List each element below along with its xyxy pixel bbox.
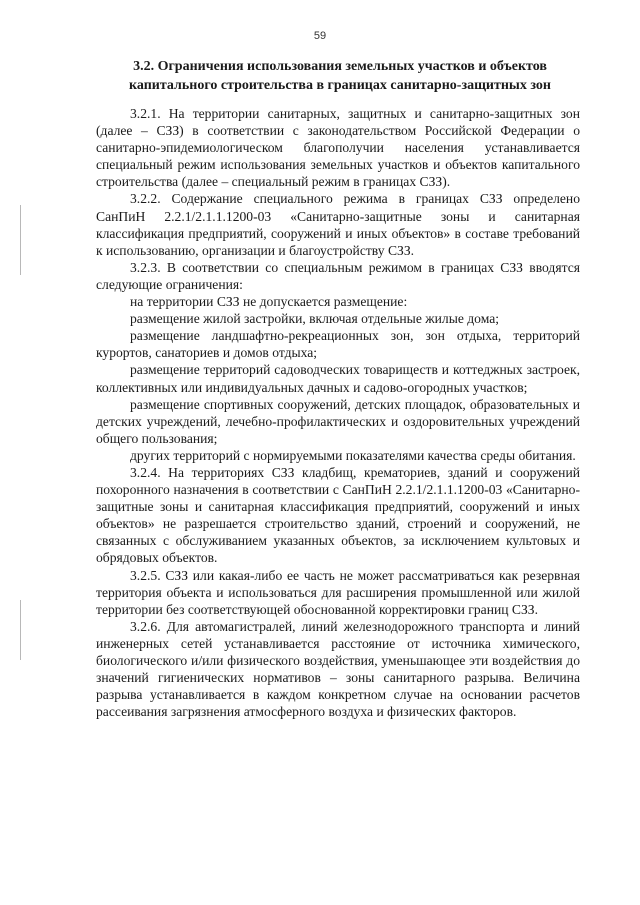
document-body (96, 105, 580, 720)
section-title: 3.2. Ограничения использования земельных участков и объектов капитального строительства в границах санитарно-защитных зон (129, 59, 551, 93)
restriction-item: размещение территорий садоводческих товариществ и коттеджных застроек, коллективных или индивидуальных дачных и садово-огородных участков; (96, 362, 580, 395)
paragraph-3-2-5: 3.2.5. СЗЗ или какая-либо ее часть не может рассматриваться как резервная территория объекта и использоваться для расширения промышленной или жилой территории без соответствующей обоснованной корректировки границ СЗЗ. (96, 567, 580, 617)
paragraph-3-2-2: 3.2.2. Содержание специального режима в границах СЗЗ определено СанПиН 2.2.1/2.1.1.1200-03 «Санитарно-защитные зоны и санитарная классификация предприятий, сооружений и иных объектов» в составе требований к использованию, организации и благоустройству СЗЗ. (96, 191, 580, 258)
restriction-item: других территорий с нормируемыми показателями качества среды обитания. (130, 447, 576, 463)
page-number: 59 (313, 30, 327, 42)
paragraph-3-2-4: 3.2.4. На территориях СЗЗ кладбищ, крематориев, зданий и сооружений похоронного назначения в соответствии с СанПиН 2.2.1/2.1.1.1200-03 «Санитарно-защитные зоны и санитарная классификация предприятий, сооружений и иных объектов» не разрешается строительство зданий, строений и сооружений, не связанных с обслуживанием указанных объектов, за исключением культовых и обрядовых объектов. (96, 464, 580, 566)
paragraph-3-2-6: 3.2.6. Для автомагистралей, линий железнодорожного транспорта и линий инженерных сетей устанавливается расстояние от источника химического, биологического и/или физического воздействия, уменьшающее эти воздействия до значений гигиенических нормативов – зоны санитарного разрыва. Величина разрыва устанавливается в каждом конкретном случае на основании расчетов рассеивания загрязнения атмосферного воздуха и физических факторов. (96, 618, 580, 720)
scan-artifact-line (20, 205, 21, 275)
restriction-item: размещение жилой застройки, включая отдельные жилые дома; (130, 311, 500, 327)
scan-artifact-line (20, 600, 21, 660)
paragraph-3-2-1: 3.2.1. На территории санитарных, защитных и санитарно-защитных зон (далее – СЗЗ) в соответствии с законодательством Российской Федерации о санитарно-эпидемиологическом благополучии населения устанавливается специальный режим использования земельных участков и объектов капитального строительства (далее – специальный режим в границах СЗЗ). (96, 106, 580, 190)
restriction-item: размещение спортивных сооружений, детских площадок, образовательных и детских учреждений, лечебно-профилактических и оздоровительных учреждений общего пользования; (96, 396, 580, 446)
restriction-item: размещение ландшафтно-рекреационных зон, зон отдыха, территорий курортов, санаториев и домов отдыха; (96, 328, 580, 361)
restriction-intro: на территории СЗЗ не допускается размещение: (130, 294, 408, 310)
paragraph-3-2-3: 3.2.3. В соответствии со специальным режимом в границах СЗЗ вводятся следующие ограничения: (96, 259, 580, 292)
